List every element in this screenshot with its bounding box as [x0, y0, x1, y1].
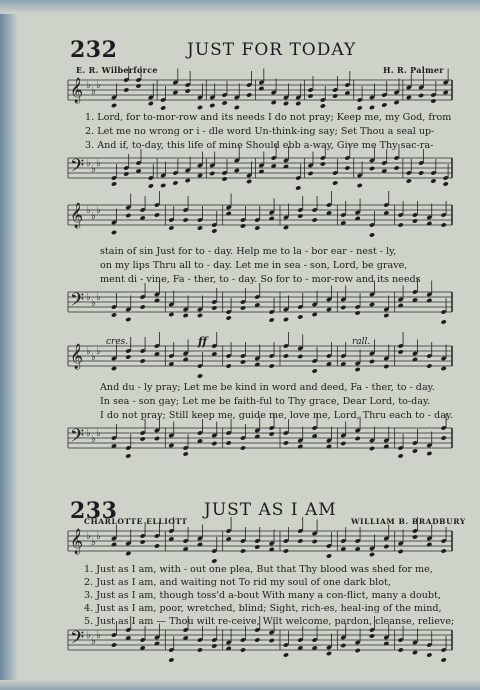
flat-icon: ♭ [91, 164, 96, 175]
hymn-number: 233 [70, 498, 118, 524]
clef-icon: 𝄢 [70, 426, 85, 451]
flat-icon: ♭ [86, 428, 91, 439]
flat-icon: ♭ [86, 531, 91, 542]
lyric-line: on my lips Thru all to - day. Let me in sea - son, Lord, be grave, [100, 260, 408, 271]
flat-icon: ♭ [91, 636, 96, 647]
lyric-line: And du - ly pray; Let me be kind in word and deed, Fa - ther, to - day. [100, 382, 435, 393]
lyric-line: I do not pray; Still keep me, guide me, love me, Lord, Thru each to - day. [100, 410, 454, 421]
flat-icon: ♭ [86, 80, 91, 91]
hymn-title: JUST AS I AM [204, 500, 337, 520]
hymn-number: 232 [70, 37, 118, 63]
clef-icon: 𝄞 [70, 78, 84, 103]
fortissimo-mark: ff [198, 335, 208, 348]
flat-icon: ♭ [96, 531, 101, 542]
lyric-line: 3. And if, to-day, this life of mine Should ebb a-way, Give me Thy sac-ra- [85, 140, 434, 151]
flat-icon: ♭ [91, 434, 96, 445]
lyric-line: 5. Just as I am — Thou wilt re-ceive, Wilt welcome, pardon, cleanse, relieve; [84, 616, 455, 627]
lyric-line: 1. Just as I am, with - out one plea, But that Thy blood was shed for me, [84, 564, 433, 575]
flat-icon: ♭ [96, 80, 101, 91]
clef-icon: 𝄞 [70, 344, 84, 369]
rallentando-mark: rall. [352, 337, 371, 347]
clef-icon: 𝄢 [70, 628, 85, 653]
crescendo-mark: cres. [106, 337, 129, 347]
flat-icon: ♭ [91, 86, 96, 97]
flat-icon: ♭ [86, 292, 91, 303]
clef-icon: 𝄢 [70, 290, 85, 315]
author-credit: CHARLOTTE ELLIOTT [84, 517, 188, 526]
flat-icon: ♭ [96, 205, 101, 216]
flat-icon: ♭ [91, 211, 96, 222]
author-credit: E. R. Wilberforce [76, 65, 158, 75]
flat-icon: ♭ [86, 630, 91, 641]
lyric-line: ment di - vine, Fa - ther, to - day. So for to - mor-row and its needs [100, 274, 421, 285]
flat-icon: ♭ [91, 537, 96, 548]
lyric-line: stain of sin Just for to - day. Help me to la - bor ear - nest - ly, [100, 246, 397, 257]
flat-icon: ♭ [96, 428, 101, 439]
lyric-line: 2. Let me no wrong or i - dle word Un-think-ing say; Set Thou a seal up- [85, 126, 435, 137]
flat-icon: ♭ [86, 346, 91, 357]
lyric-line: In sea - son gay; Let me be faith-ful to Thy grace, Dear Lord, to-day. [100, 396, 431, 407]
flat-icon: ♭ [96, 346, 101, 357]
lyric-line: 3. Just as I am, though toss'd a-bout With many a con-flict, many a doubt, [84, 590, 441, 601]
composer-credit: H. R. Palmer [383, 65, 444, 75]
flat-icon: ♭ [96, 158, 101, 169]
clef-icon: 𝄞 [70, 529, 84, 554]
clef-icon: 𝄢 [70, 156, 85, 181]
flat-icon: ♭ [91, 352, 96, 363]
flat-icon: ♭ [96, 630, 101, 641]
composer-credit: WILLIAM B. BRADBURY [351, 517, 466, 526]
flat-icon: ♭ [91, 298, 96, 309]
flat-icon: ♭ [96, 292, 101, 303]
lyric-line: 2. Just as I am, and waiting not To rid my soul of one dark blot, [84, 577, 391, 588]
hymn-title: JUST FOR TODAY [187, 40, 357, 60]
clef-icon: 𝄞 [70, 203, 84, 228]
lyric-line: 1. Lord, for to-mor-row and its needs I do not pray; Keep me, my God, from [85, 112, 452, 123]
flat-icon: ♭ [86, 205, 91, 216]
lyric-line: 4. Just as I am, poor, wretched, blind; Sight, rich-es, heal-ing of the mind, [84, 603, 442, 614]
flat-icon: ♭ [86, 158, 91, 169]
